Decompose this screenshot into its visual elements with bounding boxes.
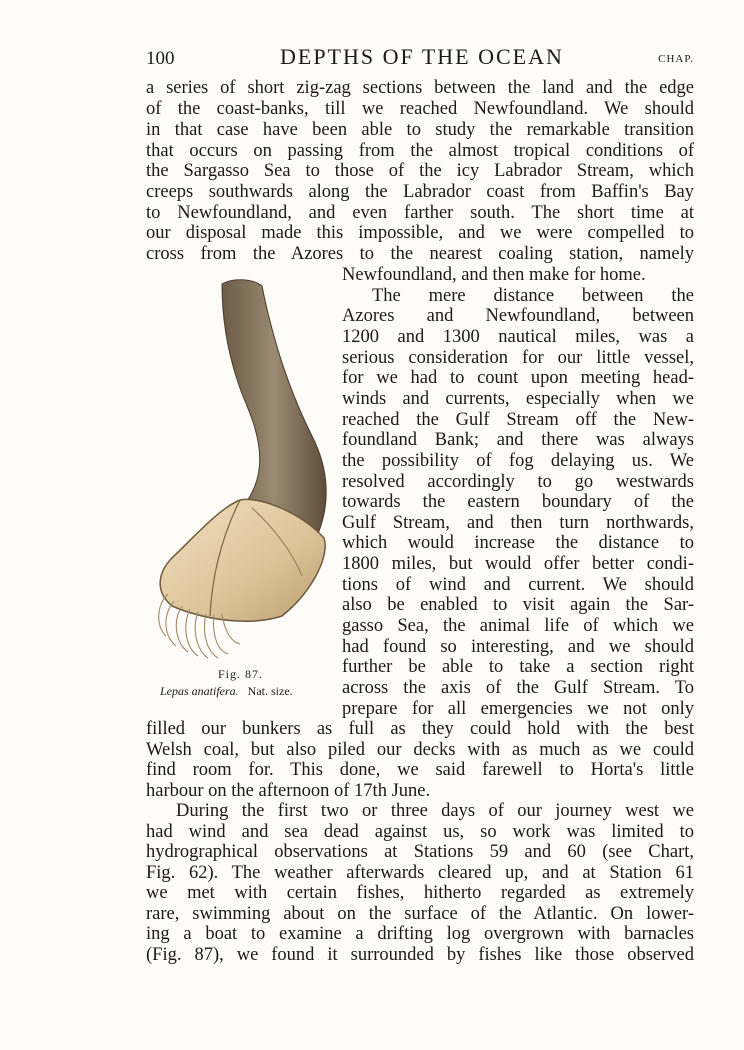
barnacle-shell <box>160 499 325 621</box>
text-line: rare, swimming about on the surface of the Atlantic. On lower- <box>146 904 694 924</box>
text-line: had found so interesting, and we should <box>342 637 694 657</box>
text-line: find room for. This done, we said farewell to Horta's little <box>146 760 694 780</box>
text-line: further be able to take a section right <box>342 657 694 677</box>
text-line: Azores and Newfoundland, between <box>342 306 694 326</box>
text-line: ing a boat to examine a drifting log overgrown with barnacles <box>146 924 694 944</box>
species-name: Lepas anatifera. <box>160 684 239 698</box>
text-line: a series of short zig-zag sections between the land and the edge <box>146 78 694 98</box>
barnacle-illustration <box>152 276 330 662</box>
chapter-label: CHAP. <box>658 53 694 65</box>
text-line: winds and currents, especially when we <box>342 389 694 409</box>
text-line: foundland Bank; and there was always <box>342 430 694 450</box>
text-line: the Sargasso Sea to those of the icy Labrador Stream, which <box>146 161 694 181</box>
text-line: our disposal made this impossible, and we were compelled to <box>146 223 694 243</box>
text-line: across the axis of the Gulf Stream. To <box>342 678 694 698</box>
text-line: that occurs on passing from the almost tropical conditions of <box>146 141 694 161</box>
text-line: which would increase the distance to <box>342 533 694 553</box>
text-line: for we had to count upon meeting head- <box>342 368 694 388</box>
text-line: Gulf Stream, and then turn northwards, <box>342 513 694 533</box>
text-line: had wind and sea dead against us, so work was limited to <box>146 822 694 842</box>
text-line: 1800 miles, but would offer better condi- <box>342 554 694 574</box>
text-line: tions of wind and current. We should <box>342 575 694 595</box>
text-line: towards the eastern boundary of the <box>342 492 694 512</box>
text-line: reached the Gulf Stream off the New- <box>342 410 694 430</box>
text-line: hydrographical observations at Stations 59 and 60 (see Chart, <box>146 842 694 862</box>
text-line: in that case have been able to study the remarkable transition <box>146 120 694 140</box>
text-line: harbour on the afternoon of 17th June. <box>146 781 431 801</box>
text-line: the possibility of fog delaying us. We <box>342 451 694 471</box>
figure-caption <box>160 684 293 699</box>
text-line: resolved accordingly to go westwards <box>342 472 694 492</box>
text-line: to Newfoundland, and even farther south. The short time at <box>146 203 694 223</box>
text-line: also be enabled to visit again the Sar- <box>342 595 694 615</box>
text-line: cross from the Azores to the nearest coaling station, namely <box>146 244 694 264</box>
text-line: prepare for all emergencies we not only <box>342 699 694 719</box>
size-note: Nat. size. <box>247 684 293 698</box>
text-line: creeps southwards along the Labrador coast from Baffin's Bay <box>146 182 694 202</box>
page-header <box>146 44 696 74</box>
text-line: The mere distance between the <box>372 286 694 306</box>
text-line: filled our bunkers as full as they could hold with the best <box>146 719 694 739</box>
barnacle-stalk <box>222 280 326 536</box>
text-line: Newfoundland, and then make for home. <box>342 265 646 285</box>
text-line: we met with certain fishes, hitherto regarded as extremely <box>146 883 694 903</box>
text-line: serious consideration for our little vessel, <box>342 348 694 368</box>
text-line: Fig. 62). The weather afterwards cleared up, and at Station 61 <box>146 863 694 883</box>
text-line: Welsh coal, but also piled our decks with as much as we could <box>146 740 694 760</box>
page-number: 100 <box>146 48 175 69</box>
text-line: 1200 and 1300 nautical miles, was a <box>342 327 694 347</box>
text-line: During the first two or three days of our journey west we <box>176 801 694 821</box>
figure-label: Fig. 87. <box>218 667 264 681</box>
text-line: of the coast-banks, till we reached Newfoundland. We should <box>146 99 694 119</box>
running-title: DEPTHS OF THE OCEAN <box>280 44 564 69</box>
text-line: (Fig. 87), we found it surrounded by fishes like those observed <box>146 945 694 965</box>
text-line: gasso Sea, the animal life of which we <box>342 616 694 636</box>
